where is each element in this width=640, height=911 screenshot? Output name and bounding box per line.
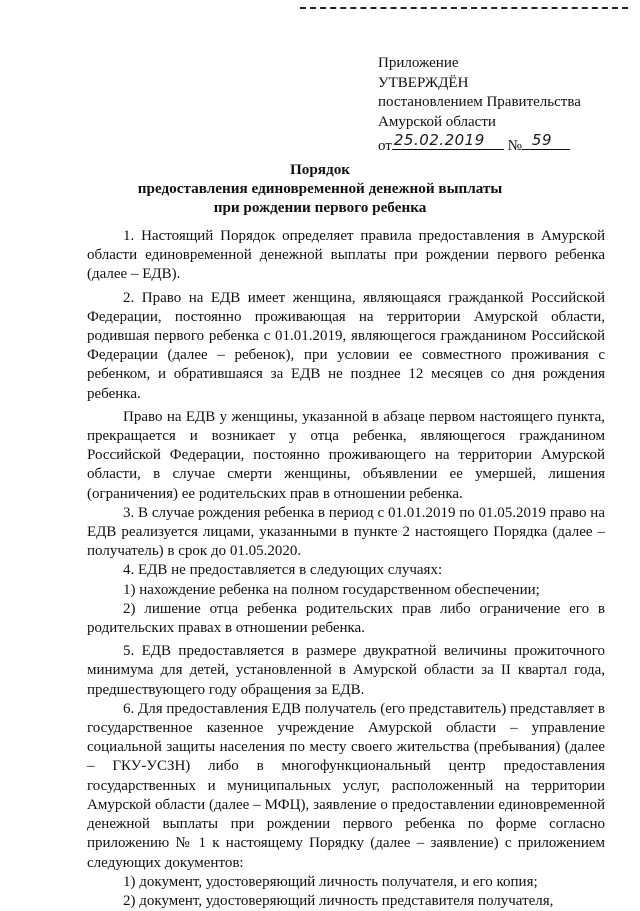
approval-line-appendix: Приложение	[378, 55, 459, 71]
paragraph: Право на ЕДВ у женщины, указанной в абзаце первом настоящего пункта, прекращается и возникает у отца ребенка, являющегося гражданином Российской Федерации, постоянно проживающего на территории Амурской области, в случае смерти женщины, объявлении ее умершей, лишения (ограничения) ее родительских прав в отношении ребенка.	[87, 408, 605, 502]
approval-line-approved: УТВЕРЖДЁН	[378, 74, 469, 91]
list-item: 2) документ, удостоверяющий личность представителя получателя,	[123, 892, 554, 909]
handwritten-number: 59	[531, 130, 553, 149]
document-body	[87, 227, 605, 911]
approval-date-line	[378, 132, 581, 157]
handwritten-date: 25.02.2019	[393, 130, 485, 149]
scan-top-edge	[300, 7, 628, 9]
approval-line-region: Амурской области	[378, 113, 496, 130]
paragraph: 1. Настоящий Порядок определяет правила предоставления в Амурской области единовременной денежной выплаты при рождении первого ребенка (далее – ЕДВ).	[87, 228, 605, 283]
number-field	[522, 132, 570, 150]
list-item: 2) лишение отца ребенка родительских прав либо ограничение его в родительских правах в отношении ребенка.	[87, 600, 605, 637]
approval-block	[378, 54, 581, 157]
paragraph: 4. ЕДВ не предоставляется в следующих случаях:	[123, 562, 443, 579]
list-item: 1) нахождение ребенка на полном государственном обеспечении;	[123, 581, 540, 598]
list-item: 1) документ, удостоверяющий личность получателя, и его копия;	[123, 873, 538, 890]
paragraph: 6. Для предоставления ЕДВ получатель (его представитель) представляет в государственное казенное учреждение Амурской области – управление социальной защиты населения по месту своего жительства (пребывания) (далее – ГКУ-УСЗН) либо в многофункциональный центр предоставления государственных и муниципальных услуг, расположенный на территории Амурской области (далее – МФЦ), заявление о предоставлении единовременной денежной выплаты при рождении первого ребенка по форме согласно приложению № 1 к настоящему Порядку (далее – заявление) с приложением следующих документов:	[87, 700, 605, 871]
paragraph: 5. ЕДВ предоставляется в размере двукратной величины прожиточного минимума для детей, установленной в Амурской области за II квартал года, предшествующего году обращения за ЕДВ.	[87, 643, 605, 698]
paragraph: 3. В случае рождения ребенка в период с 01.01.2019 по 01.05.2019 право на ЕДВ реализуется лицами, указанными в пункте 2 настоящего Порядка (далее – получатель) в срок до 01.05.2020.	[87, 504, 605, 560]
date-field	[392, 132, 504, 150]
paragraph: 2. Право на ЕДВ имеет женщина, являющаяся гражданкой Российской Федерации, постоянно проживающая на территории Амурской области, родившая первого ребенка с 01.01.2019, являющегося гражданином Российской Федерации (далее – ребенок), при условии ее совместного проживания с ребенком, и обратившаяся за ЕДВ не позднее 12 месяцев со дня рождения ребенка.	[87, 289, 605, 402]
title-line-3: при рождении первого ребенка	[213, 199, 427, 216]
number-prefix: №	[507, 138, 522, 154]
document-title	[0, 160, 640, 217]
approval-line-decree: постановлением Правительства	[378, 94, 581, 110]
date-prefix: от	[378, 138, 392, 154]
title-line-2: предоставления единовременной денежной выплаты	[137, 180, 503, 197]
title-line-1: Порядок	[289, 161, 351, 178]
